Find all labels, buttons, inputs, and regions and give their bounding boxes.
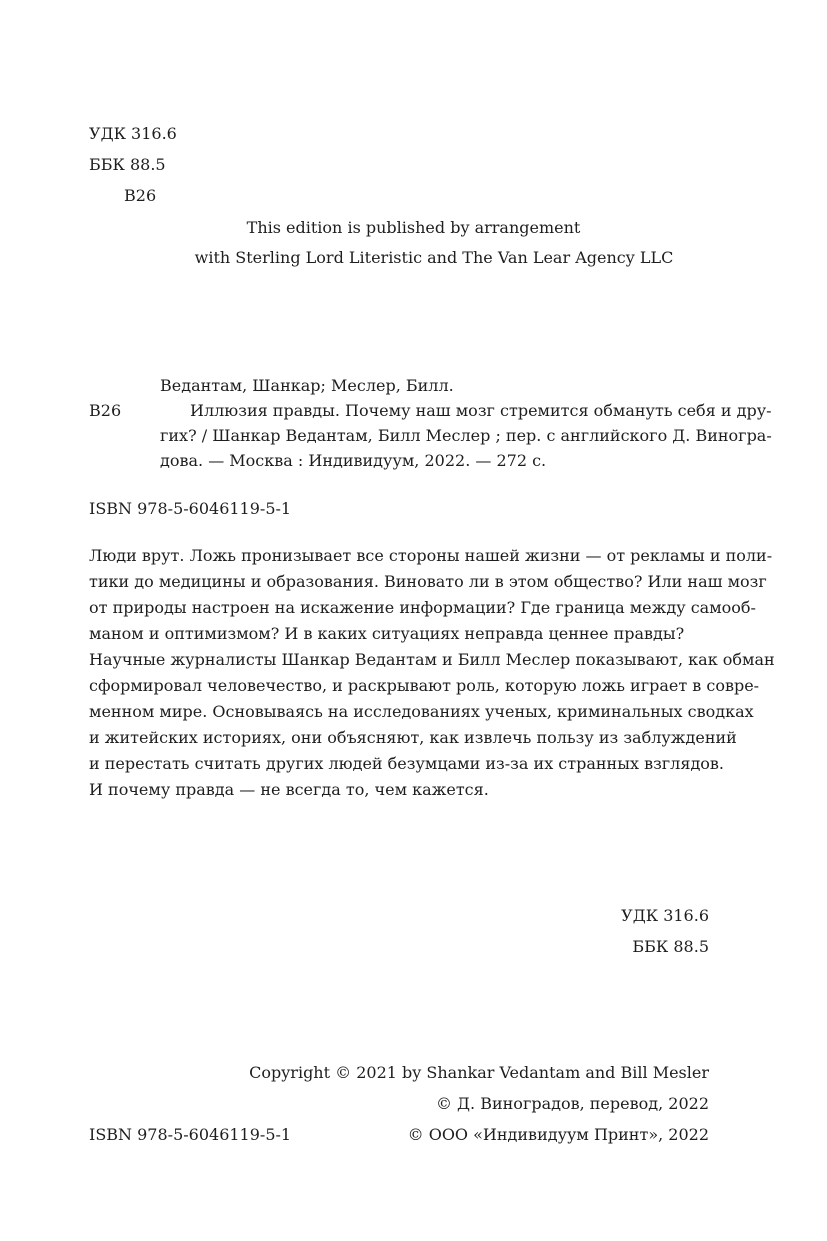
isbn-main: ISBN 978-5-6046119-5-1 [89,499,292,518]
catalog-line-1: Иллюзия правды. Почему наш мозг стремится обмануть себя и дру- [190,401,772,420]
annotation-line: и перестать считать других людей безумцами из-за их странных взглядов. [89,754,725,773]
annotation-line: сформировал человечество, и раскрывают роль, которую ложь играет в совре- [89,676,760,695]
annotation-line: маном и оптимизмом? И в каких ситуациях неправда ценнее правды? [89,624,685,643]
annotation-line: от природы настроен на искажение информации? Где граница между самооб- [89,598,756,617]
annotation-line: тики до медицины и образования. Виновато ли в этом общество? Или наш мозг [89,572,767,591]
annotation-line: менном мире. Основываясь на исследованиях ученых, криминальных сводках [89,702,754,721]
udk-top: УДК 316.6 [89,124,177,143]
catalog-line-3: дова. — Москва : Индивидуум, 2022. — 272 с. [160,451,547,470]
annotation-line: и житейских историях, они объясняют, как извлечь пользу из заблуждений [89,728,737,747]
copyright-original: Copyright © 2021 by Shankar Vedantam and Bill Mesler [249,1063,709,1082]
annotation-line: И почему правда — не всегда то, чем кажется. [89,780,489,799]
rights-note-line-2: with Sterling Lord Literistic and The Van Lear Agency LLC [194,248,674,267]
isbn-bottom: ISBN 978-5-6046119-5-1 [89,1125,292,1144]
bbk-top: ББК 88.5 [89,155,166,174]
annotation-line: Научные журналисты Шанкар Ведантам и Билл Меслер показывают, как обман [89,650,775,669]
copyright-publisher: © ООО «Индивидуум Принт», 2022 [407,1125,709,1144]
author-sign-top: В26 [124,186,157,205]
catalog-line-2: гих? / Шанкар Ведантам, Билл Меслер ; пер. с английского Д. Виногра- [160,426,772,445]
rights-note-line-1: This edition is published by arrangement [246,218,581,237]
catalog-heading: Ведантам, Шанкар; Меслер, Билл. [160,376,454,395]
copyright-translation: © Д. Виноградов, перевод, 2022 [435,1094,709,1113]
bbk-bottom: ББК 88.5 [632,937,709,956]
udk-bottom: УДК 316.6 [621,906,709,925]
catalog-author-sign: В26 [89,401,122,420]
annotation-line: Люди врут. Ложь пронизывает все стороны нашей жизни — от рекламы и поли- [89,546,773,565]
